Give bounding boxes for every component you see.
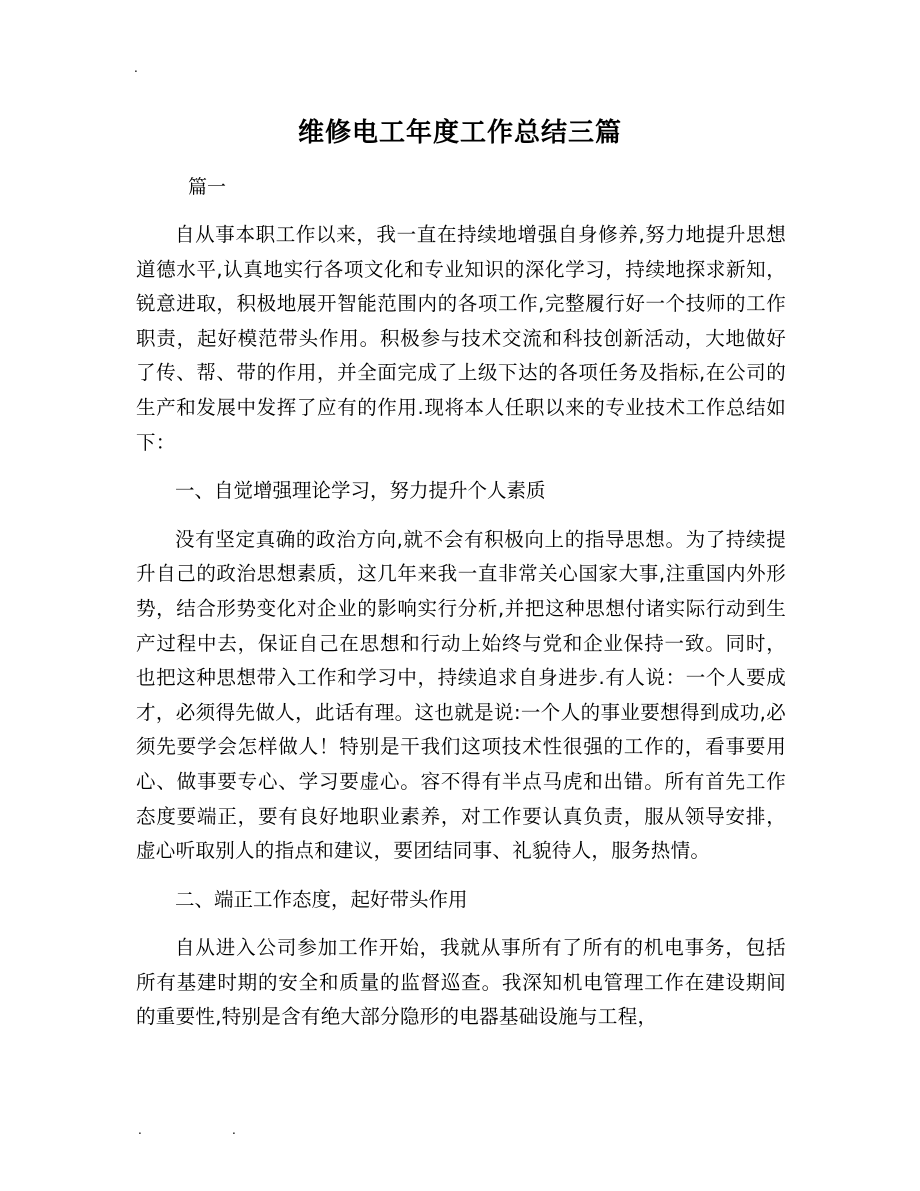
- document-body: [136, 218, 786, 1049]
- page-mark-top: .: [134, 61, 138, 75]
- document-title: 维修电工年度工作总结三篇: [297, 118, 622, 148]
- page-mark-bottom-1: .: [138, 1123, 142, 1137]
- paragraph-intro: 自从事本职工作以来，我一直在持续地增强自身修养,努力地提升思想道德水平,认真地实行各项文化和专业知识的深化学习，持续地探求新知，锐意进取，积极地展开智能范围内的各项工作,完整履行好一个技师的工作职责，起好模范带头作用。积极参与技术交流和科技创新活动，大地做好了传、帮、带的作用，并全面完成了上级下达的各项任务及指标,在公司的生产和发展中发挥了应有的作用.现将本人任职以来的专业技术工作总结如下：: [136, 223, 786, 454]
- paragraph-section-2: 自从进入公司参加工作开始，我就从事所有了所有的机电事务，包括所有基建时期的安全和质量的监督巡查。我深知机电管理工作在建设期间的重要性,特别是含有绝大部分隐形的电器基础设施与工程，: [136, 936, 786, 1029]
- paragraph-section-1: 没有坚定真确的政治方向,就不会有积极向上的指导思想。为了持续提升自己的政治思想素质，这几年来我一直非常关心国家大事,注重国内外形势，结合形势变化对企业的影响实行分析,并把这种思想付诸实际行动到生产过程中去，保证自己在思想和行动上始终与党和企业保持一致。同时，也把这种思想带入工作和学习中，持续追求自身进步.有人说：一个人要成才，必须得先做人，此话有理。这也就是说:一个人的事业要想得到成功,必须先要学会怎样做人！特别是干我们这项技术性很强的工作的，看事要用心、做事要专心、学习要虚心。容不得有半点马虎和出错。所有首先工作态度要端正，要有良好地职业素养，对工作要认真负责，服从领导安排，虚心听取别人的指点和建议，要团结同事、礼貌待人，服务热情。: [136, 527, 786, 863]
- section-heading-2: 二、端正工作态度，起好带头作用: [175, 887, 468, 911]
- section-label: 篇一: [188, 176, 227, 198]
- page-mark-bottom-2: .: [232, 1123, 236, 1137]
- section-heading-1: 一、自觉增强理论学习，努力提升个人素质: [175, 479, 546, 503]
